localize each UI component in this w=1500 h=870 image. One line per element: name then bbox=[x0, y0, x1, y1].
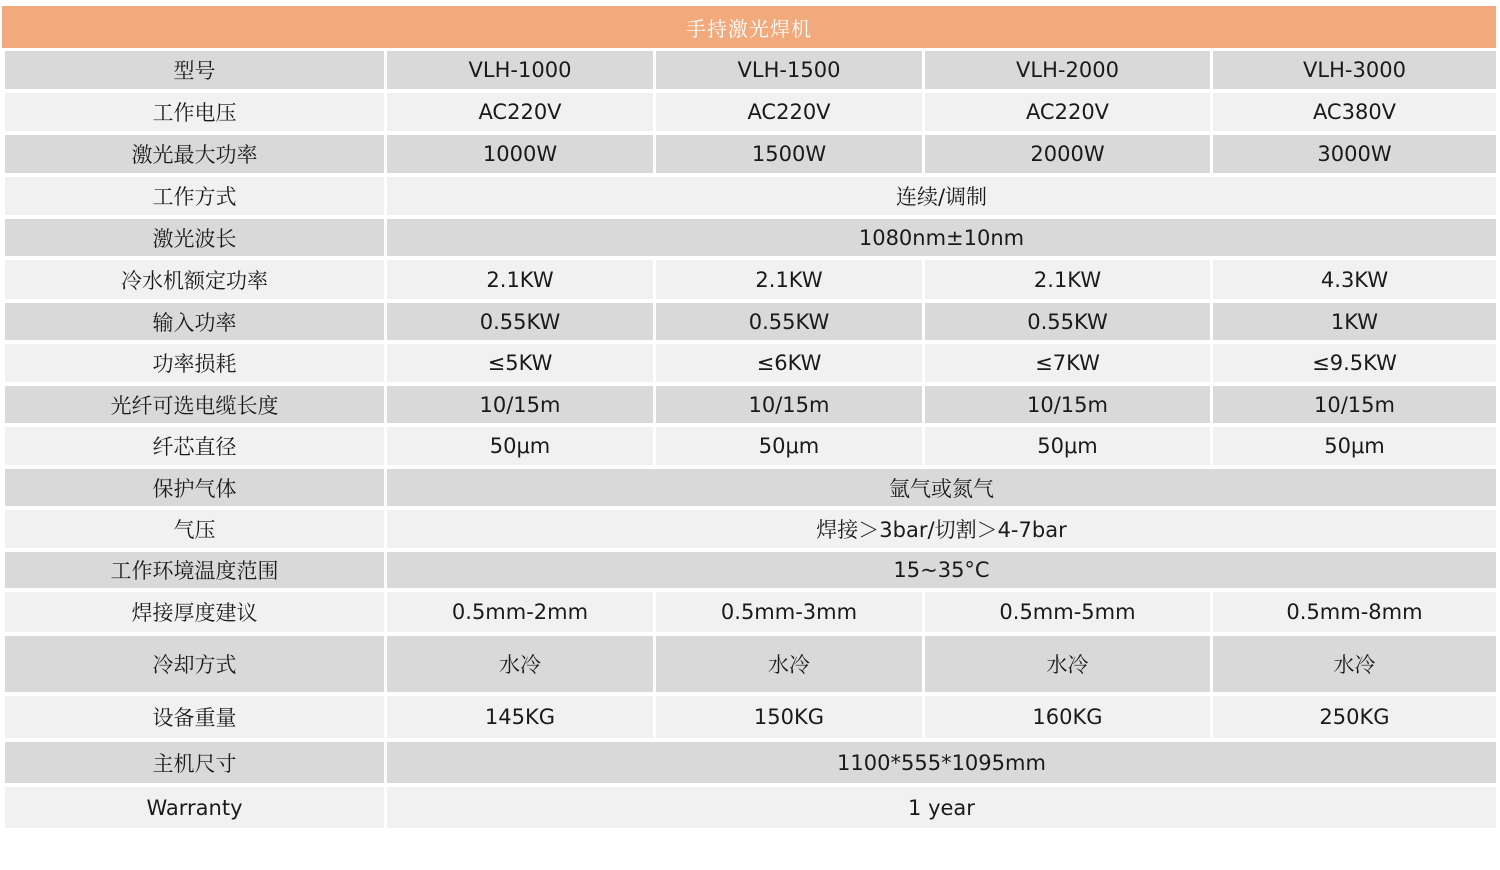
spec-table bbox=[2, 51, 1499, 832]
merged-value: 15~35°C bbox=[386, 550, 1498, 590]
spec-row bbox=[4, 550, 1498, 590]
spec-row bbox=[4, 175, 1498, 217]
spec-row bbox=[4, 740, 1498, 785]
spec-value: 0.55KW bbox=[386, 301, 655, 342]
spec-value: 0.55KW bbox=[924, 301, 1212, 342]
row-label: 纤芯直径 bbox=[4, 425, 386, 467]
spec-value: 水冷 bbox=[655, 634, 924, 694]
spec-row bbox=[4, 384, 1498, 425]
spec-value: 1500W bbox=[655, 133, 924, 175]
spec-value: 0.5mm-2mm bbox=[386, 590, 655, 634]
header-label: 型号 bbox=[4, 51, 386, 91]
merged-value: 焊接＞3bar/切割＞4-7bar bbox=[386, 508, 1498, 550]
spec-value: 1000W bbox=[386, 133, 655, 175]
spec-value: 145KG bbox=[386, 694, 655, 740]
spec-row bbox=[4, 508, 1498, 550]
merged-value: 氩气或氮气 bbox=[386, 467, 1498, 508]
spec-value: AC380V bbox=[1212, 91, 1498, 133]
spec-value: 0.5mm-3mm bbox=[655, 590, 924, 634]
row-label: 输入功率 bbox=[4, 301, 386, 342]
spec-value: 3000W bbox=[1212, 133, 1498, 175]
spec-value: 1KW bbox=[1212, 301, 1498, 342]
spec-value: 水冷 bbox=[924, 634, 1212, 694]
spec-value: 2.1KW bbox=[924, 258, 1212, 301]
spec-value: ≤6KW bbox=[655, 342, 924, 384]
row-label: 保护气体 bbox=[4, 467, 386, 508]
merged-value: 1100*555*1095mm bbox=[386, 740, 1498, 785]
spec-value: 150KG bbox=[655, 694, 924, 740]
row-label: 激光最大功率 bbox=[4, 133, 386, 175]
spec-value: 0.5mm-8mm bbox=[1212, 590, 1498, 634]
spec-value: 水冷 bbox=[1212, 634, 1498, 694]
spec-value: AC220V bbox=[655, 91, 924, 133]
row-label: Warranty bbox=[4, 785, 386, 830]
spec-row bbox=[4, 785, 1498, 830]
row-label: 工作电压 bbox=[4, 91, 386, 133]
spec-row bbox=[4, 301, 1498, 342]
spec-value: ≤7KW bbox=[924, 342, 1212, 384]
spec-value: 2000W bbox=[924, 133, 1212, 175]
model-name: VLH-1500 bbox=[655, 51, 924, 91]
row-label: 激光波长 bbox=[4, 217, 386, 258]
row-label: 冷水机额定功率 bbox=[4, 258, 386, 301]
spec-value: 50μm bbox=[655, 425, 924, 467]
row-label: 气压 bbox=[4, 508, 386, 550]
spec-row bbox=[4, 634, 1498, 694]
table-title: 手持激光焊机 bbox=[2, 6, 1496, 48]
spec-value: 50μm bbox=[386, 425, 655, 467]
spec-value: ≤5KW bbox=[386, 342, 655, 384]
row-label: 设备重量 bbox=[4, 694, 386, 740]
spec-value: 10/15m bbox=[924, 384, 1212, 425]
merged-value: 1080nm±10nm bbox=[386, 217, 1498, 258]
spec-value: 2.1KW bbox=[655, 258, 924, 301]
spec-value: 2.1KW bbox=[386, 258, 655, 301]
row-label: 焊接厚度建议 bbox=[4, 590, 386, 634]
spec-value: 水冷 bbox=[386, 634, 655, 694]
spec-table-body bbox=[4, 51, 1498, 830]
spec-row bbox=[4, 590, 1498, 634]
spec-value: AC220V bbox=[924, 91, 1212, 133]
model-name: VLH-2000 bbox=[924, 51, 1212, 91]
spec-row bbox=[4, 217, 1498, 258]
model-name: VLH-1000 bbox=[386, 51, 655, 91]
spec-sheet bbox=[2, 6, 1496, 832]
spec-row bbox=[4, 342, 1498, 384]
spec-row bbox=[4, 133, 1498, 175]
spec-value: 50μm bbox=[1212, 425, 1498, 467]
row-label: 工作方式 bbox=[4, 175, 386, 217]
spec-value: 0.55KW bbox=[655, 301, 924, 342]
spec-row bbox=[4, 425, 1498, 467]
spec-value: ≤9.5KW bbox=[1212, 342, 1498, 384]
spec-value: 160KG bbox=[924, 694, 1212, 740]
row-label: 工作环境温度范围 bbox=[4, 550, 386, 590]
row-label: 冷却方式 bbox=[4, 634, 386, 694]
spec-value: 50μm bbox=[924, 425, 1212, 467]
row-label: 功率损耗 bbox=[4, 342, 386, 384]
model-name: VLH-3000 bbox=[1212, 51, 1498, 91]
spec-value: AC220V bbox=[386, 91, 655, 133]
header-row bbox=[4, 51, 1498, 91]
spec-row bbox=[4, 258, 1498, 301]
spec-value: 10/15m bbox=[1212, 384, 1498, 425]
spec-row bbox=[4, 91, 1498, 133]
merged-value: 1 year bbox=[386, 785, 1498, 830]
spec-value: 10/15m bbox=[655, 384, 924, 425]
spec-row bbox=[4, 467, 1498, 508]
spec-value: 4.3KW bbox=[1212, 258, 1498, 301]
row-label: 光纤可选电缆长度 bbox=[4, 384, 386, 425]
merged-value: 连续/调制 bbox=[386, 175, 1498, 217]
spec-row bbox=[4, 694, 1498, 740]
row-label: 主机尺寸 bbox=[4, 740, 386, 785]
spec-value: 0.5mm-5mm bbox=[924, 590, 1212, 634]
spec-value: 250KG bbox=[1212, 694, 1498, 740]
spec-value: 10/15m bbox=[386, 384, 655, 425]
